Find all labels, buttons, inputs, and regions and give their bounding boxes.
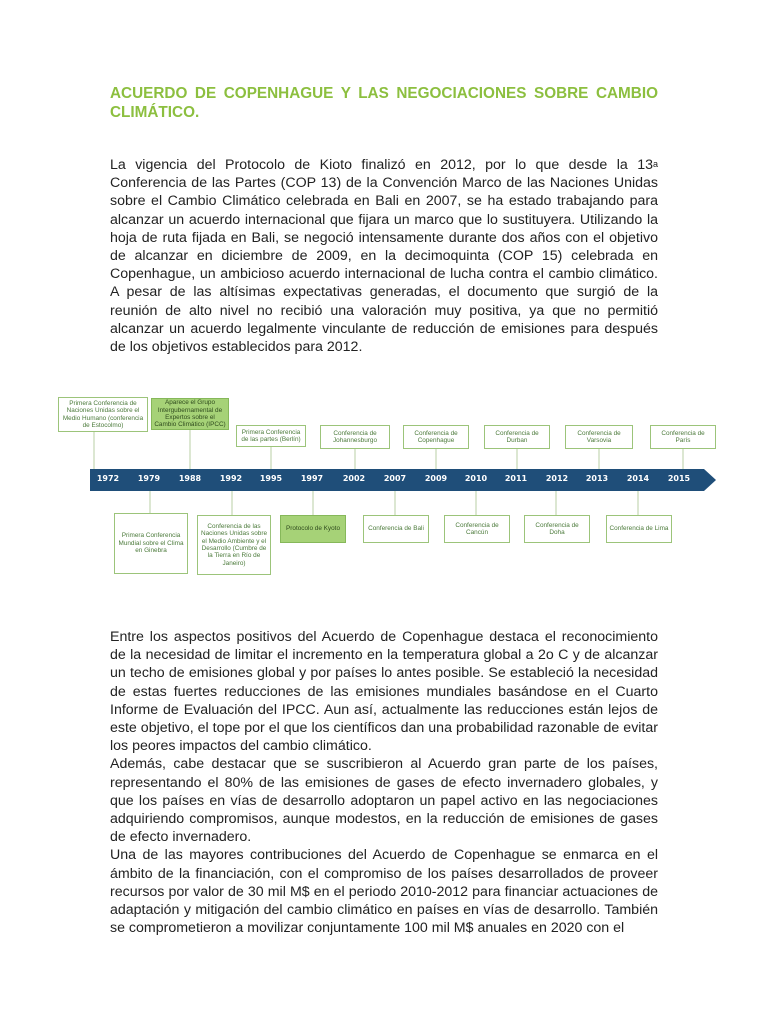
year-label: 2015 (667, 474, 691, 483)
event-text: Primera Conferencia de Naciones Unidas sobre el Medio Humano (conferencia de Estocolmo) (62, 399, 144, 429)
event-box-1988 (151, 398, 229, 430)
event-box-2014 (606, 515, 672, 543)
event-box-2010 (444, 515, 510, 543)
event-box-1995 (236, 425, 306, 447)
year-label: 2012 (545, 474, 569, 483)
event-box-2011 (484, 425, 550, 449)
ordinal-superscript: a (652, 159, 658, 169)
year-label: 1972 (96, 474, 120, 483)
intro-text-end: Conferencia de las Partes (COP 13) de la Convención Marco de las Naciones Unidas sobre el Cambio Climático celebrada en Bali en 2007, se ha estado trabajando para alcanzar un acuerdo internacional que fijara un marco que lo sustituyera. Utilizando la hoja de ruta fijada en Bali, se negoció intensamente durante dos años con el objetivo de alcanzar en diciembre de 2009, en la decimoquinta (COP 15) celebrada en Copenhague, un ambicioso acuerdo internacional de lucha contra el cambio climático. A pesar de las altísimas expectativas generadas, el documento que surgió de la reunión de alto nivel no recibió una valoración muy positiva, ya que no permitió alcanzar un acuerdo legalmente vinculante de reducción de emisiones para después de los objetivos establecidos para 2012. (110, 175, 658, 356)
event-text: Protocolo de Kyoto (286, 525, 340, 533)
event-box-1997 (280, 515, 346, 543)
year-label: 2014 (626, 474, 650, 483)
event-text: Conferencia de Cancún (455, 521, 499, 536)
event-box-2015 (650, 425, 716, 449)
year-label: 2009 (424, 474, 448, 483)
event-box-2012 (524, 515, 590, 543)
event-text: Conferencia de Doha (535, 521, 579, 536)
year-label: 1992 (219, 474, 243, 483)
event-box-1979 (114, 513, 188, 574)
body-paragraph: Entre los aspectos positivos del Acuerdo de Copenhague destaca el reconocimiento de la necesidad de limitar el incremento en la temperatura global a 2o C y de alcanzar un techo de emisiones global y por países lo antes posible. Se estableció la necesidad de estas fuertes reducciones de las emisiones mundiales basándose en el Cuarto Informe de Evaluación del IPCC. Aun así, actualmente las reducciones están lejos de este objetivo, el tope por el que los científicos dan una probabilidad razonable de evitar los peores impactos del cambio climático. (110, 629, 658, 755)
event-text: Conferencia de Bali (368, 525, 424, 533)
event-box-2013 (565, 425, 633, 449)
year-label: 2002 (342, 474, 366, 483)
year-label: 2013 (585, 474, 609, 483)
intro-text-start: La vigencia del Protocolo de Kioto finalizó en 2012, por lo que desde la 13 (110, 157, 653, 173)
event-text: Conferencia de las Naciones Unidas sobre el Medio Ambiente y el Desarrollo (Cumbre de la Tierra en Río de Janeiro) (200, 522, 268, 567)
event-text: Conferencia de Durban (495, 429, 539, 444)
year-label: 2010 (464, 474, 488, 483)
document-title: ACUERDO DE COPENHAGUE Y LAS NEGOCIACIONES SOBRE CAMBIO CLIMÁTICO. (110, 85, 658, 121)
event-box-2002 (320, 425, 390, 449)
intro-paragraph (110, 156, 658, 356)
event-text: Primera Conferencia de las partes (Berlín) (241, 428, 301, 443)
event-text: Conferencia de Johannesburgo (332, 429, 378, 444)
body-section (110, 628, 658, 937)
event-box-2009 (403, 425, 469, 449)
event-text: Conferencia de Lima (609, 525, 669, 533)
event-box-1992 (197, 515, 271, 575)
body-paragraph: Una de las mayores contribuciones del Acuerdo de Copenhague se enmarca en el ámbito de la financiación, con el compromiso de los países desarrollados de proveer recursos por valor de 30 mil M$ en el periodo 2010-2012 para financiar actuaciones de adaptación y mitigación del cambio climático en países en vías de desarrollo. También se comprometieron a movilizar conjuntamente 100 mil M$ anuales en 2020 con el (110, 847, 658, 937)
year-label: 1995 (259, 474, 283, 483)
year-label: 2011 (504, 474, 528, 483)
event-box-1972 (58, 397, 148, 432)
year-label: 1979 (137, 474, 161, 483)
year-label: 1988 (178, 474, 202, 483)
year-label: 1997 (300, 474, 324, 483)
event-box-2007 (363, 515, 429, 543)
event-text: Primera Conferencia Mundial sobre el Clima en Ginebra (118, 532, 184, 555)
climate-timeline (56, 388, 716, 578)
event-text: Conferencia de Varsovia (577, 429, 621, 444)
year-label: 2007 (383, 474, 407, 483)
body-paragraph: Además, cabe destacar que se suscribieron al Acuerdo gran parte de los países, representando el 80% de las emisiones de gases de efecto invernadero globales, y que los países en vías de desarrollo adoptaron un papel activo en las negociaciones adquiriendo compromisos, aunque modestos, en la reducción de emisiones de gases de efecto invernadero. (110, 756, 658, 846)
event-text: Conferencia de París (661, 429, 705, 444)
event-text: Conferencia de Copenhague (414, 429, 458, 444)
event-text: Aparece el Grupo Intergubernamental de Expertos sobre el Cambio Climático (IPCC) (154, 399, 226, 429)
